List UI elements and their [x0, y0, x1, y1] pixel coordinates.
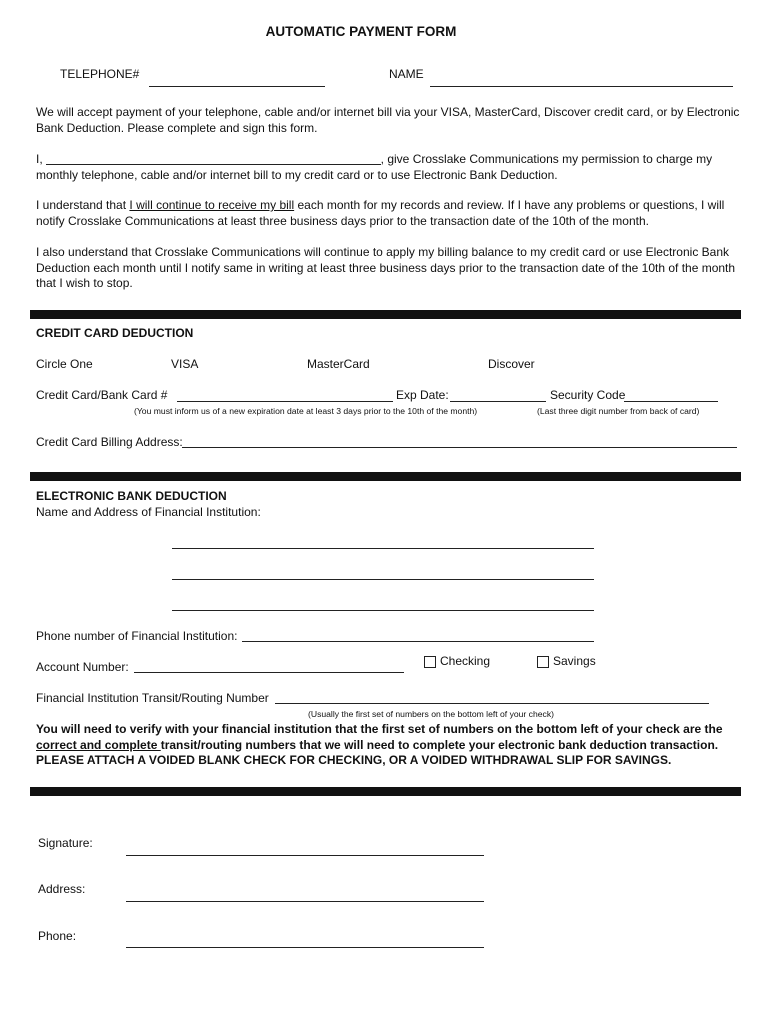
name-label: NAME	[389, 67, 424, 81]
authorizer-name-field[interactable]	[46, 164, 381, 165]
phone-field[interactable]	[126, 947, 484, 948]
credit-card-heading: CREDIT CARD DEDUCTION	[36, 326, 194, 340]
institution-field-line-2[interactable]	[172, 579, 594, 580]
institution-phone-field[interactable]	[242, 641, 594, 642]
institution-phone-label: Phone number of Financial Institution:	[36, 629, 238, 643]
address-field[interactable]	[126, 901, 484, 902]
intro-paragraph-2: I, , give Crosslake Communications my permission to charge my monthly telephone, cable and/or internet bill to my credit card or to use Electronic Bank Deduction.	[36, 152, 713, 182]
verify-notice: You will need to verify with your financial institution that the first set of numbers on the bottom left of your check are the correct and complete transit/routing numbers that we will need to complete your electronic bank deduction transaction. PLEASE ATTACH A VOIDED BLANK CHECK FOR CHECKING, OR A VOIDED WITHDRAWAL SLIP FOR SAVINGS.	[36, 722, 723, 767]
institution-field-line-1[interactable]	[172, 548, 594, 549]
page-title: AUTOMATIC PAYMENT FORM	[265, 24, 457, 39]
signature-label: Signature:	[38, 836, 93, 850]
security-code-label: Security Code	[550, 388, 626, 402]
exp-date-label: Exp Date:	[396, 388, 449, 402]
name-field[interactable]	[430, 86, 733, 87]
routing-note: (Usually the first set of numbers on the bottom left of your check)	[308, 709, 554, 719]
intro-paragraph-3: I understand that I will continue to receive my bill each month for my records and review. If I have any problems or questions, I will notify Crosslake Communications at least three business days prior to the transaction date of the 10th of the month.	[36, 198, 725, 228]
section-divider	[30, 310, 741, 319]
phone-label: Phone:	[38, 929, 77, 943]
address-label: Address:	[38, 882, 86, 896]
signature-field[interactable]	[126, 855, 484, 856]
bank-heading: ELECTRONIC BANK DEDUCTION	[36, 489, 227, 503]
option-mastercard[interactable]: MasterCard	[307, 357, 370, 371]
routing-number-field[interactable]	[275, 703, 709, 704]
account-number-field[interactable]	[134, 672, 404, 673]
telephone-label: TELEPHONE#	[60, 67, 140, 81]
section-divider	[30, 472, 741, 481]
card-note: (You must inform us of a new expiration date at least 3 days prior to the 10th of the month)	[134, 406, 478, 416]
option-discover[interactable]: Discover	[488, 357, 535, 371]
checking-label: Checking	[440, 654, 491, 668]
savings-label: Savings	[553, 654, 596, 668]
billing-address-field[interactable]	[182, 447, 737, 448]
intro-paragraph-4: I also understand that Crosslake Communications will continue to apply my billing balance to my credit card or use Electronic Bank Deduction each month until I notify same in writing at least three business days prior to the transaction date of the 10th of the month that I wish to stop.	[36, 245, 736, 290]
institution-field-line-3[interactable]	[172, 610, 594, 611]
institution-label: Name and Address of Financial Institution:	[36, 505, 261, 519]
option-visa[interactable]: VISA	[171, 357, 199, 371]
account-number-label: Account Number:	[36, 660, 129, 674]
telephone-field[interactable]	[149, 86, 325, 87]
security-code-field[interactable]	[624, 401, 718, 402]
routing-number-label: Financial Institution Transit/Routing Number	[36, 691, 269, 705]
security-note: (Last three digit number from back of card)	[537, 406, 700, 416]
card-number-label: Credit Card/Bank Card #	[36, 388, 168, 402]
checking-checkbox[interactable]	[424, 656, 436, 668]
intro-paragraph-1: We will accept payment of your telephone, cable and/or internet bill via your VISA, MasterCard, Discover credit card, or by Electronic Bank Deduction. Please complete and sign this form.	[36, 105, 740, 135]
exp-date-field[interactable]	[450, 401, 546, 402]
circle-one-label: Circle One	[36, 357, 93, 371]
savings-checkbox[interactable]	[537, 656, 549, 668]
section-divider	[30, 787, 741, 796]
billing-address-label: Credit Card Billing Address:	[36, 435, 183, 449]
card-number-field[interactable]	[177, 401, 393, 402]
